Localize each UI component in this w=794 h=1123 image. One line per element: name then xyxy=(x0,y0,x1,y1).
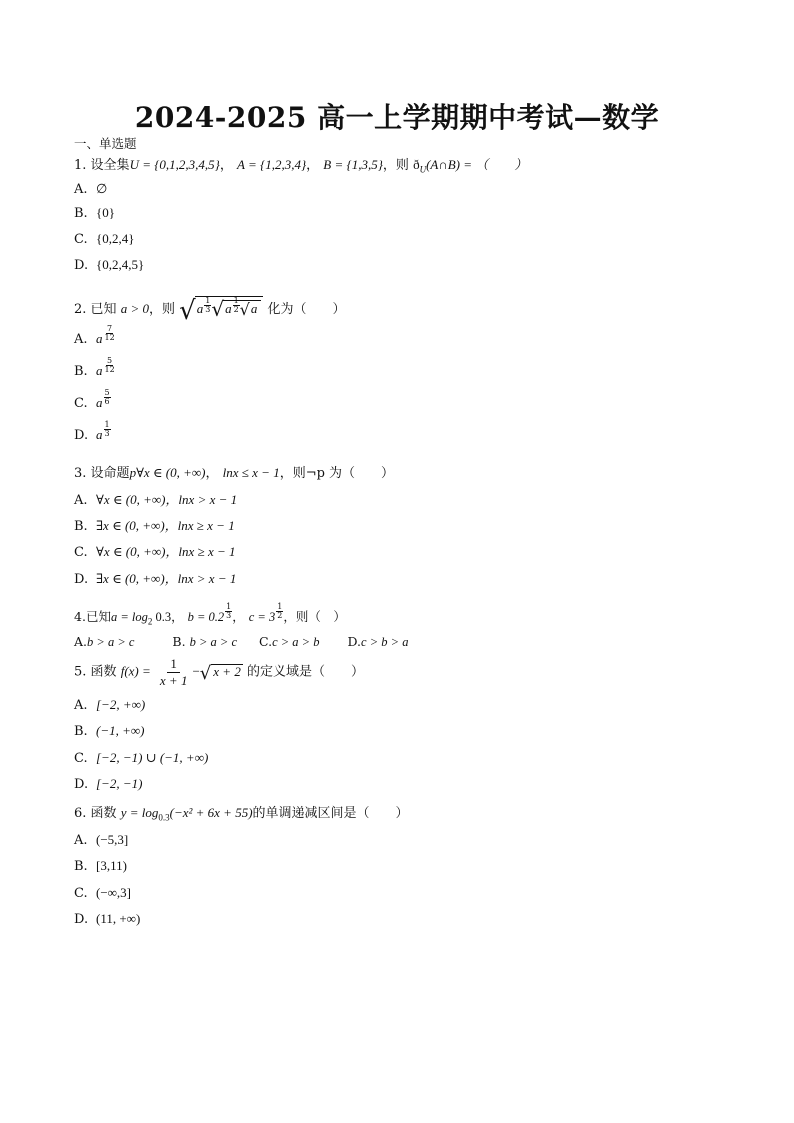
option-5a[interactable]: A. [−2, +∞) xyxy=(74,697,146,713)
option-value: (11, +∞) xyxy=(96,911,141,926)
question-3: 3. 设命题p∀x ∈ (0, +∞)， lnx ≤ x − 1，则¬p 为（ ） xyxy=(74,465,395,481)
option-6d[interactable]: D. (11, +∞) xyxy=(74,911,141,927)
option-value: [−2, −1) ∪ (−1, +∞) xyxy=(96,750,209,765)
option-6c[interactable]: C. (−∞,3] xyxy=(74,885,132,901)
math-sqrt: x + 2 xyxy=(213,663,241,679)
question-ask-end: 化为（ ） xyxy=(267,302,346,317)
math-fraction: $\frac{1}{x + 1}$ xyxy=(159,656,188,688)
question-ask: 的定义域是（ ） xyxy=(246,664,364,680)
math-set-u: U = {0,1,2,3,4,5} xyxy=(129,157,220,172)
question-ask: ，则¬p 为（ ） xyxy=(279,466,395,481)
math-set-b: B = {1,3,5} xyxy=(323,157,383,172)
question-ask: ，则（ ） xyxy=(283,609,346,624)
math-condition: a > 0 xyxy=(120,301,149,316)
question-stem: 函数 xyxy=(90,806,117,821)
question-5: 5. 函数 f(x) = $\frac{1}{x + 1}$ −√ x + 2 的定义域是（ ） xyxy=(74,656,364,688)
math-function: y = log xyxy=(120,805,159,820)
option-value: (−5,3] xyxy=(96,832,129,847)
option-value: ∀x ∈ (0, +∞)，lnx ≥ x − 1 xyxy=(96,544,236,559)
question-stem: 设全集 xyxy=(90,158,130,173)
option-1d[interactable]: D. {0,2,4,5} xyxy=(74,257,145,273)
option-value: ∃x ∈ (0, +∞)，lnx ≥ x − 1 xyxy=(96,518,235,533)
question-number: 3. xyxy=(74,466,87,481)
question-stem: 设命题 xyxy=(90,466,130,481)
page-title: 2024-2025 高一上学期期中考试—数学 xyxy=(134,101,660,134)
option-4b[interactable]: B. b > a > c xyxy=(172,634,237,649)
question-4: 4.已知$a = \log_2 0.3$， b = 0.2 $\frac{1}{3}$ ， c = 3 $\frac{1}{2}$ ，则（ ） xyxy=(74,602,346,627)
option-1a[interactable]: A. ∅ xyxy=(74,181,108,197)
option-4c[interactable]: C.c > a > b xyxy=(258,634,320,649)
option-2c[interactable]: C. a $\frac{5}{6}$ xyxy=(74,388,110,411)
option-value: ∃x ∈ (0, +∞)，lnx > x − 1 xyxy=(96,571,237,586)
option-4a[interactable]: A.b > a > c xyxy=(74,634,135,649)
question-stem: 函数 xyxy=(90,664,117,680)
question-number: 4. xyxy=(74,609,86,624)
question-number: 1. xyxy=(74,158,87,173)
question-stem: 已知 xyxy=(85,609,111,624)
nested-radical: √a $\frac{1}{3}$ √a $\frac{1}{2}$ √a xyxy=(179,296,263,324)
math-function: f(x) = xyxy=(120,663,151,679)
complement-subscript: U xyxy=(419,164,427,175)
option-5c[interactable]: C. [−2, −1) ∪ (−1, +∞) xyxy=(74,750,209,766)
option-3b[interactable]: B. ∃x ∈ (0, +∞)，lnx ≥ x − 1 xyxy=(74,518,235,534)
option-6b[interactable]: B. [3,11) xyxy=(74,858,127,874)
complement-symbol: ð xyxy=(413,157,420,172)
option-3d[interactable]: D. ∃x ∈ (0, +∞)，lnx > x − 1 xyxy=(74,571,237,587)
question-number: 2. xyxy=(74,302,87,317)
math-condition: lnx ≤ x − 1 xyxy=(222,465,280,480)
question-ask: ，则 xyxy=(382,158,409,173)
option-5d[interactable]: D. [−2, −1) xyxy=(74,776,143,792)
option-value: {0,2,4} xyxy=(96,231,135,246)
question-1: 1. 设全集U = {0,1,2,3,4,5}， A = {1,2,3,4}， B = {1,3,5}，则 $ð_U(A\cap B)$ = （ ） xyxy=(74,157,528,175)
option-2d[interactable]: D. a $\frac{1}{3}$ xyxy=(74,420,110,443)
math-proposition: p∀x ∈ (0, +∞) xyxy=(129,465,206,480)
option-2a[interactable]: A. a $\frac{7}{12}$ xyxy=(74,324,115,347)
question-2 xyxy=(74,296,346,324)
option-1c[interactable]: C. {0,2,4} xyxy=(74,231,135,247)
option-5b[interactable]: B. (−1, +∞) xyxy=(74,723,145,739)
option-4d[interactable]: D.c > b > a xyxy=(347,634,409,649)
option-value: ∀x ∈ (0, +∞)，lnx > x − 1 xyxy=(96,492,238,507)
option-row-4 xyxy=(74,636,408,649)
option-1b[interactable]: B. {0} xyxy=(74,205,115,221)
option-value: [−2, +∞) xyxy=(96,697,146,712)
option-value: (−∞,3] xyxy=(96,885,132,900)
section-heading: 一、单选题 xyxy=(74,136,137,151)
math-argument: (−x² + 6x + 55) xyxy=(169,805,253,820)
option-value: ∅ xyxy=(96,181,108,196)
math-expression: (A∩B) = （ ） xyxy=(426,157,528,172)
option-6a[interactable]: A. (−5,3] xyxy=(74,832,129,848)
question-number: 5. xyxy=(74,664,87,680)
question-6: 6. 函数 $y = \log_{0.3}(-x^2 + 6x + 55)$的单调递减区间是（ ） xyxy=(74,805,409,823)
math-set-a: A = {1,2,3,4} xyxy=(237,157,307,172)
option-3a[interactable]: A. ∀x ∈ (0, +∞)，lnx > x − 1 xyxy=(74,492,238,508)
option-3c[interactable]: C. ∀x ∈ (0, +∞)，lnx ≥ x − 1 xyxy=(74,544,236,560)
option-value: [3,11) xyxy=(96,858,127,873)
option-value: {0} xyxy=(96,205,115,220)
option-value: (−1, +∞) xyxy=(96,723,145,738)
option-2b[interactable]: B. a $\frac{5}{12}$ xyxy=(74,356,115,379)
option-value: [−2, −1) xyxy=(96,776,143,791)
question-stem: 已知 xyxy=(90,302,117,317)
option-value: {0,2,4,5} xyxy=(96,257,145,272)
question-number: 6. xyxy=(74,806,87,821)
question-ask: 的单调递减区间是（ ） xyxy=(252,806,409,821)
question-ask: ，则 xyxy=(148,302,175,317)
